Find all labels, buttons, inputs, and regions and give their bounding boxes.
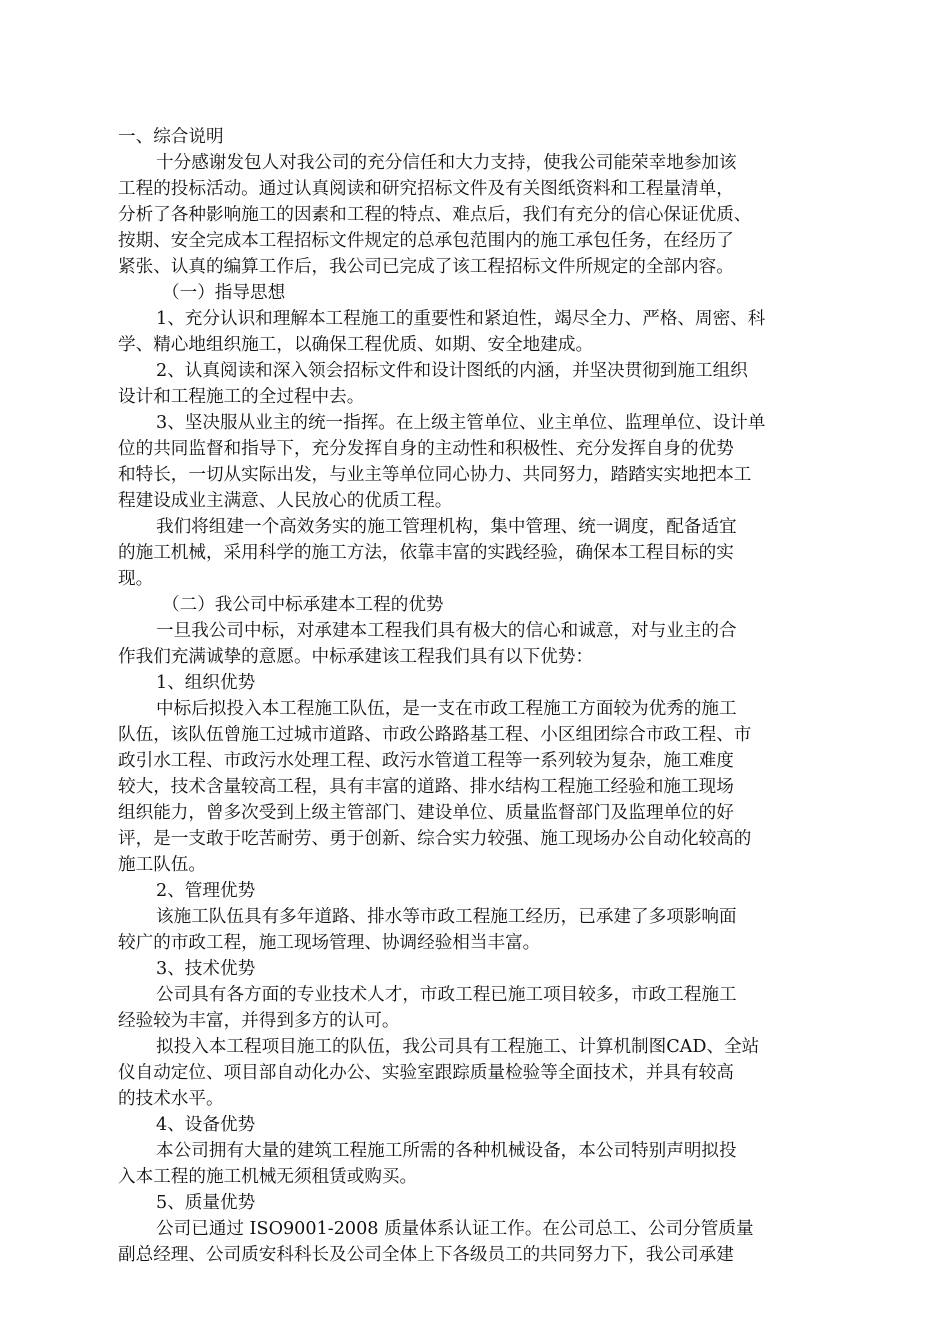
document-body — [118, 150, 838, 1268]
text-line: 程建设成业主满意、人民放心的优质工程。 — [118, 491, 453, 511]
text-line: 1、充分认识和理解本工程施工的重要性和紧迫性，竭尽全力、严格、周密、科 — [156, 309, 766, 329]
text-line: 一旦我公司中标，对承建本工程我们具有极大的信心和诚意，对与业主的合 — [156, 621, 737, 641]
text-line: 3、坚决服从业主的统一指挥。在上级主管单位、业主单位、监理单位、设计单 — [156, 413, 766, 433]
text-line: 位的共同监督和指导下，充分发挥自身的主动性和积极性、充分发挥自身的优势 — [118, 439, 734, 459]
text-line: 仪自动定位、项目部自动化办公、实验室跟踪质量检验等全面技术，并具有较高 — [118, 1063, 734, 1083]
text-line: 学、精心地组织施工，以确保工程优质、如期、安全地建成。 — [118, 335, 594, 355]
subsection-heading: （二）我公司中标承建本工程的优势 — [162, 595, 444, 615]
text-line: 按期、安全完成本工程招标文件规定的总承包范围内的施工承包任务，在经历了 — [118, 231, 734, 251]
text-line: 十分感谢发包人对我公司的充分信任和大力支持，使我公司能荣幸地参加该 — [156, 153, 737, 173]
text-line: 分析了各种影响施工的因素和工程的特点、难点后，我们有充分的信心保证优质、 — [118, 205, 752, 225]
section-heading: 一、综合说明 — [118, 127, 224, 147]
text-line: 5、质量优势 — [156, 1193, 256, 1213]
text-line: 中标后拟投入本工程施工队伍，是一支在市政工程施工方面较为优秀的施工 — [156, 699, 737, 719]
document-page — [118, 124, 838, 1268]
text-line: 紧张、认真的编算工作后，我公司已完成了该工程招标文件所规定的全部内容。 — [118, 257, 734, 277]
text-line: 作我们充满诚挚的意愿。中标承建该工程我们具有以下优势： — [118, 647, 594, 667]
text-line: 现。 — [118, 569, 154, 589]
text-line: 和特长，一切从实际出发，与业主等单位同心协力、共同努力，踏踏实实地把本工 — [118, 465, 752, 485]
text-line: 1、组织优势 — [156, 673, 256, 693]
text-line: 2、认真阅读和深入领会招标文件和设计图纸的内涵，并坚决贯彻到施工组织 — [156, 361, 748, 381]
text-line: 工程的投标活动。通过认真阅读和研究招标文件及有关图纸资料和工程量清单， — [118, 179, 734, 199]
text-line: 4、设备优势 — [156, 1115, 256, 1135]
text-line: 设计和工程施工的全过程中去。 — [118, 387, 365, 407]
text-line: 入本工程的施工机械无须租赁或购买。 — [118, 1167, 418, 1187]
text-line: 拟投入本工程项目施工的队伍，我公司具有工程施工、计算机制图CAD、全站 — [156, 1037, 760, 1057]
text-line: 施工队伍。 — [118, 855, 206, 875]
text-line: 我们将组建一个高效务实的施工管理机构，集中管理、统一调度，配备适宜 — [156, 517, 737, 537]
text-line: 组织能力，曾多次受到上级主管部门、建设单位、质量监督部门及监理单位的好 — [118, 803, 734, 823]
text-line: 副总经理、公司质安科科长及公司全体上下各级员工的共同努力下，我公司承建 — [118, 1245, 734, 1265]
text-line: 3、技术优势 — [156, 959, 256, 979]
text-line: 的技术水平。 — [118, 1089, 224, 1109]
text-line: 较大，技术含量较高工程，具有丰富的道路、排水结构工程施工经验和施工现场 — [118, 777, 734, 797]
text-line: 的施工机械，采用科学的施工方法，依靠丰富的实践经验，确保本工程目标的实 — [118, 543, 734, 563]
text-line: 政引水工程、市政污水处理工程、政污水管道工程等一系列较为复杂，施工难度 — [118, 751, 734, 771]
subsection-heading: （一）指导思想 — [162, 283, 286, 303]
text-line: 公司已通过 ISO9001-2008 质量体系认证工作。在公司总工、公司分管质量 — [156, 1219, 754, 1239]
text-line: 公司具有各方面的专业技术人才，市政工程已施工项目较多，市政工程施工 — [156, 985, 737, 1005]
text-line: 队伍，该队伍曾施工过城市道路、市政公路路基工程、小区组团综合市政工程、市 — [118, 725, 752, 745]
text-line: 该施工队伍具有多年道路、排水等市政工程施工经历，已承建了多项影响面 — [156, 907, 737, 927]
text-line: 经验较为丰富，并得到多方的认可。 — [118, 1011, 400, 1031]
text-line: 较广的市政工程，施工现场管理、协调经验相当丰富。 — [118, 933, 541, 953]
text-line: 评，是一支敢于吃苦耐劳、勇于创新、综合实力较强、施工现场办公自动化较高的 — [118, 829, 752, 849]
text-line: 2、管理优势 — [156, 881, 256, 901]
text-line: 本公司拥有大量的建筑工程施工所需的各种机械设备，本公司特别声明拟投 — [156, 1141, 737, 1161]
